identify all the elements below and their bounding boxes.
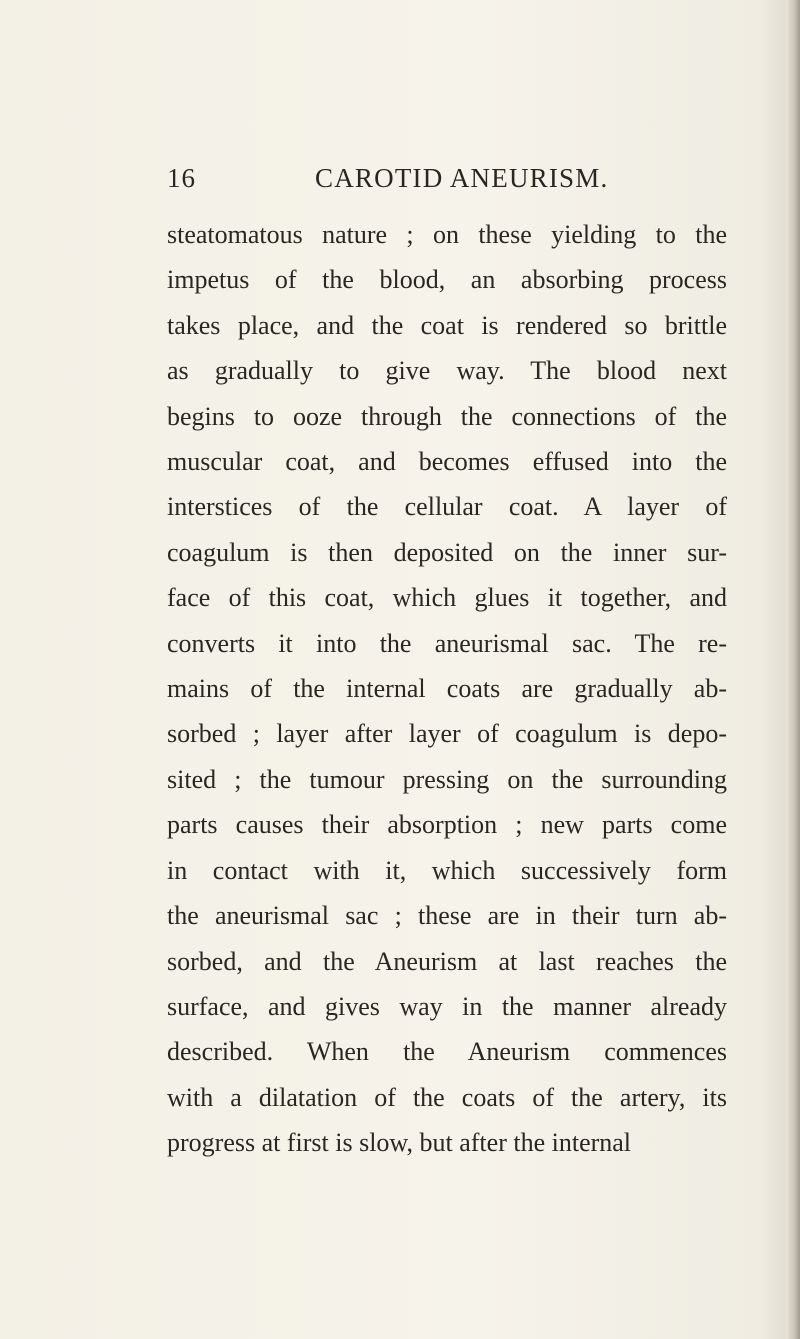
text-line: progress at first is slow, but after the internal [167,1128,632,1158]
text-line: begins to ooze through the connections of the [167,401,727,431]
page-header [167,158,727,198]
text-line: steatomatous nature ; on these yielding to the [167,220,727,249]
text-line: surface, and gives way in the manner already [167,991,727,1021]
text-line: impetus of the blood, an absorbing process [167,265,727,295]
page-edge-shadow [786,0,800,1339]
page-number: 16 [167,163,196,193]
text-line: parts causes their absorption ; new parts come [167,810,727,840]
text-line: sorbed, and the Aneurism at last reaches the [167,946,727,976]
body-text [167,212,727,1166]
text-line: the aneurismal sac ; these are in their turn ab- [167,901,727,931]
text-line: with a dilatation of the coats of the artery, its [167,1082,727,1112]
text-line: mains of the internal coats are gradually ab- [167,674,727,704]
running-head: CAROTID ANEURISM. [315,163,609,193]
text-line: muscular coat, and becomes effused into the [167,447,727,477]
text-line: as gradually to give way. The blood next [167,356,727,386]
text-line: converts it into the aneurismal sac. The re- [167,628,727,658]
text-line: described. When the Aneurism commences [167,1037,727,1067]
text-line: coagulum is then deposited on the inner sur- [167,537,727,567]
text-line: takes place, and the coat is rendered so brittle [167,310,727,340]
text-line: face of this coat, which glues it together, and [167,583,727,613]
text-line: sorbed ; layer after layer of coagulum is depo- [167,719,727,749]
text-line: sited ; the tumour pressing on the surrounding [167,764,727,794]
text-line: interstices of the cellular coat. A layer of [167,492,727,522]
text-line: in contact with it, which successively form [167,855,727,885]
